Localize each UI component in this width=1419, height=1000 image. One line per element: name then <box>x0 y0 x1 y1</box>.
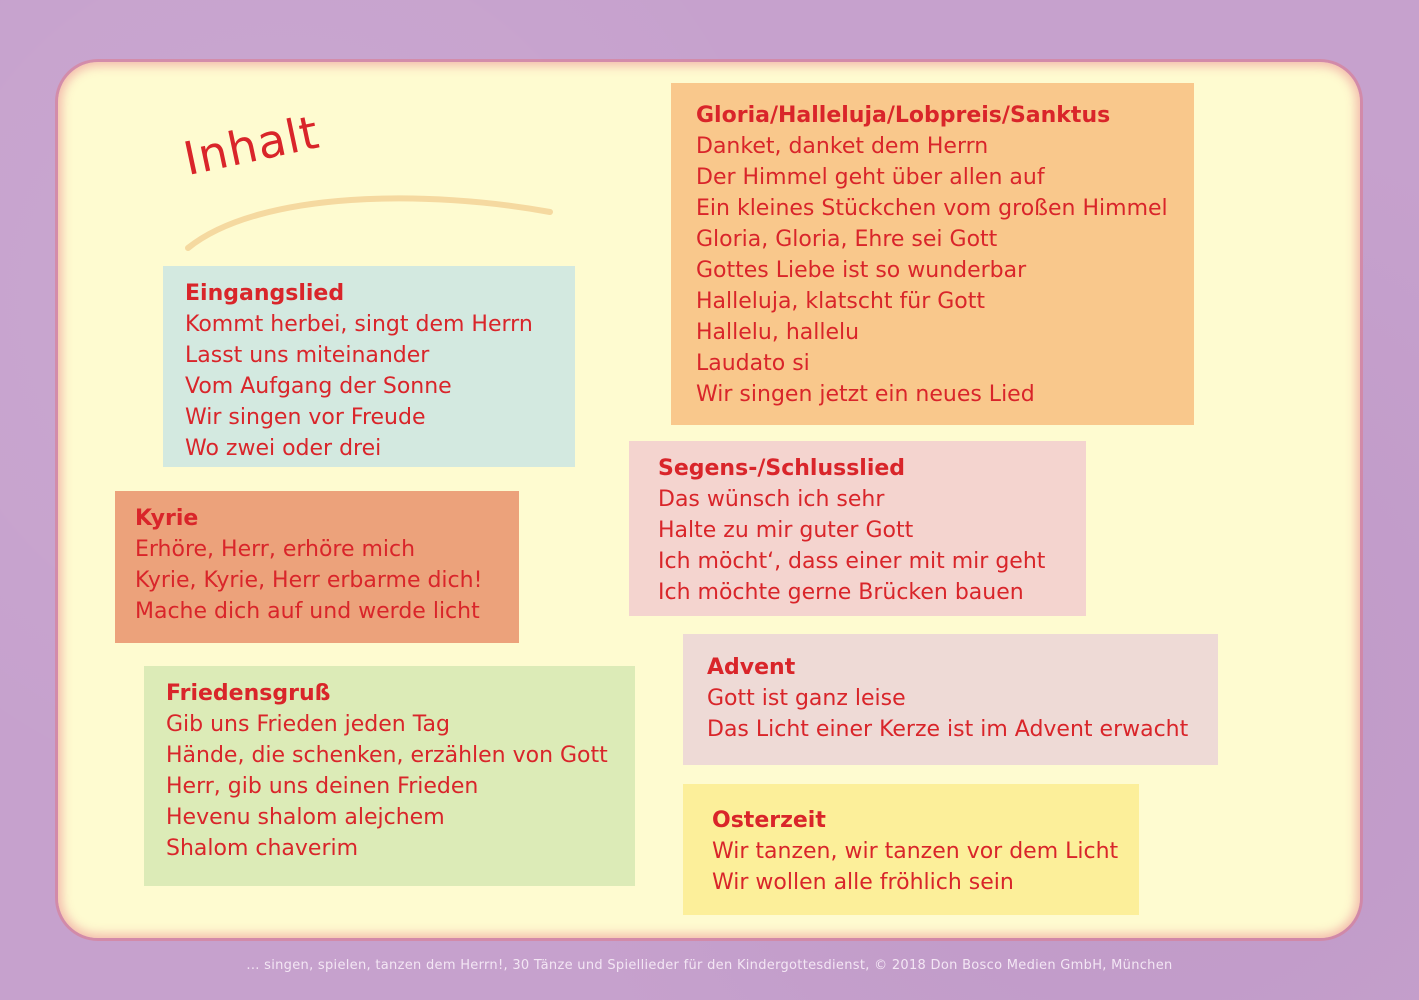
page-title: Inhalt <box>178 104 324 186</box>
song-item: Herr, gib uns deinen Frieden <box>166 774 479 799</box>
song-item: Hevenu shalom alejchem <box>166 805 445 830</box>
song-item: Vom Aufgang der Sonne <box>185 374 452 399</box>
song-item: Der Himmel geht über allen auf <box>696 165 1045 190</box>
song-item: Das Licht einer Kerze ist im Advent erwacht <box>707 717 1189 742</box>
section-title: Eingangslied <box>185 281 345 306</box>
section-friedensgruss <box>144 666 635 886</box>
song-item: Wir wollen alle fröhlich sein <box>712 870 1014 895</box>
song-item: Gloria, Gloria, Ehre sei Gott <box>696 227 998 252</box>
section-title: Kyrie <box>135 506 199 531</box>
song-item: Lasst uns miteinander <box>185 343 430 368</box>
title-swoosh <box>180 170 560 260</box>
song-item: Gott ist ganz leise <box>707 686 906 711</box>
song-item: Gib uns Frieden jeden Tag <box>166 712 450 737</box>
song-item: Ich möcht‘, dass einer mit mir geht <box>658 549 1046 574</box>
section-title: Friedensgruß <box>166 681 331 706</box>
song-item: Shalom chaverim <box>166 836 359 861</box>
song-item: Danket, danket dem Herrn <box>696 134 989 159</box>
song-item: Wo zwei oder drei <box>185 436 382 461</box>
song-item: Wir singen vor Freude <box>185 405 426 430</box>
footer-copyright: ... singen, spielen, tanzen dem Herrn!, 30 Tänze und Spiellieder für den Kindergottesdienst, © 2018 Don Bosco Medien GmbH, München <box>246 958 1173 973</box>
section-title: Segens-/Schlusslied <box>658 456 906 481</box>
section-title: Advent <box>707 655 796 680</box>
song-item: Ein kleines Stückchen vom großen Himmel <box>696 196 1168 221</box>
song-item: Das wünsch ich sehr <box>658 487 885 512</box>
song-item: Kommt herbei, singt dem Herrn <box>185 312 533 337</box>
song-item: Halleluja, klatscht für Gott <box>696 289 985 314</box>
section-gloria <box>671 83 1194 425</box>
song-item: Erhöre, Herr, erhöre mich <box>135 537 416 562</box>
song-item: Halte zu mir guter Gott <box>658 518 914 543</box>
song-item: Kyrie, Kyrie, Herr erbarme dich! <box>135 568 483 593</box>
section-segen <box>629 441 1086 616</box>
song-item: Wir tanzen, wir tanzen vor dem Licht <box>712 839 1119 864</box>
section-title: Gloria/Halleluja/Lobpreis/Sanktus <box>696 103 1111 128</box>
song-item: Laudato si <box>696 351 810 376</box>
song-item: Mache dich auf und werde licht <box>135 599 480 624</box>
section-eingangslied <box>163 266 575 467</box>
song-item: Gottes Liebe ist so wunderbar <box>696 258 1027 283</box>
song-item: Hallelu, hallelu <box>696 320 860 345</box>
song-item: Ich möchte gerne Brücken bauen <box>658 580 1024 605</box>
song-item: Hände, die schenken, erzählen von Gott <box>166 743 608 768</box>
section-advent <box>683 634 1218 765</box>
section-title: Osterzeit <box>712 808 826 833</box>
section-kyrie <box>115 491 519 643</box>
song-item: Wir singen jetzt ein neues Lied <box>696 382 1035 407</box>
section-osterzeit <box>683 784 1139 915</box>
